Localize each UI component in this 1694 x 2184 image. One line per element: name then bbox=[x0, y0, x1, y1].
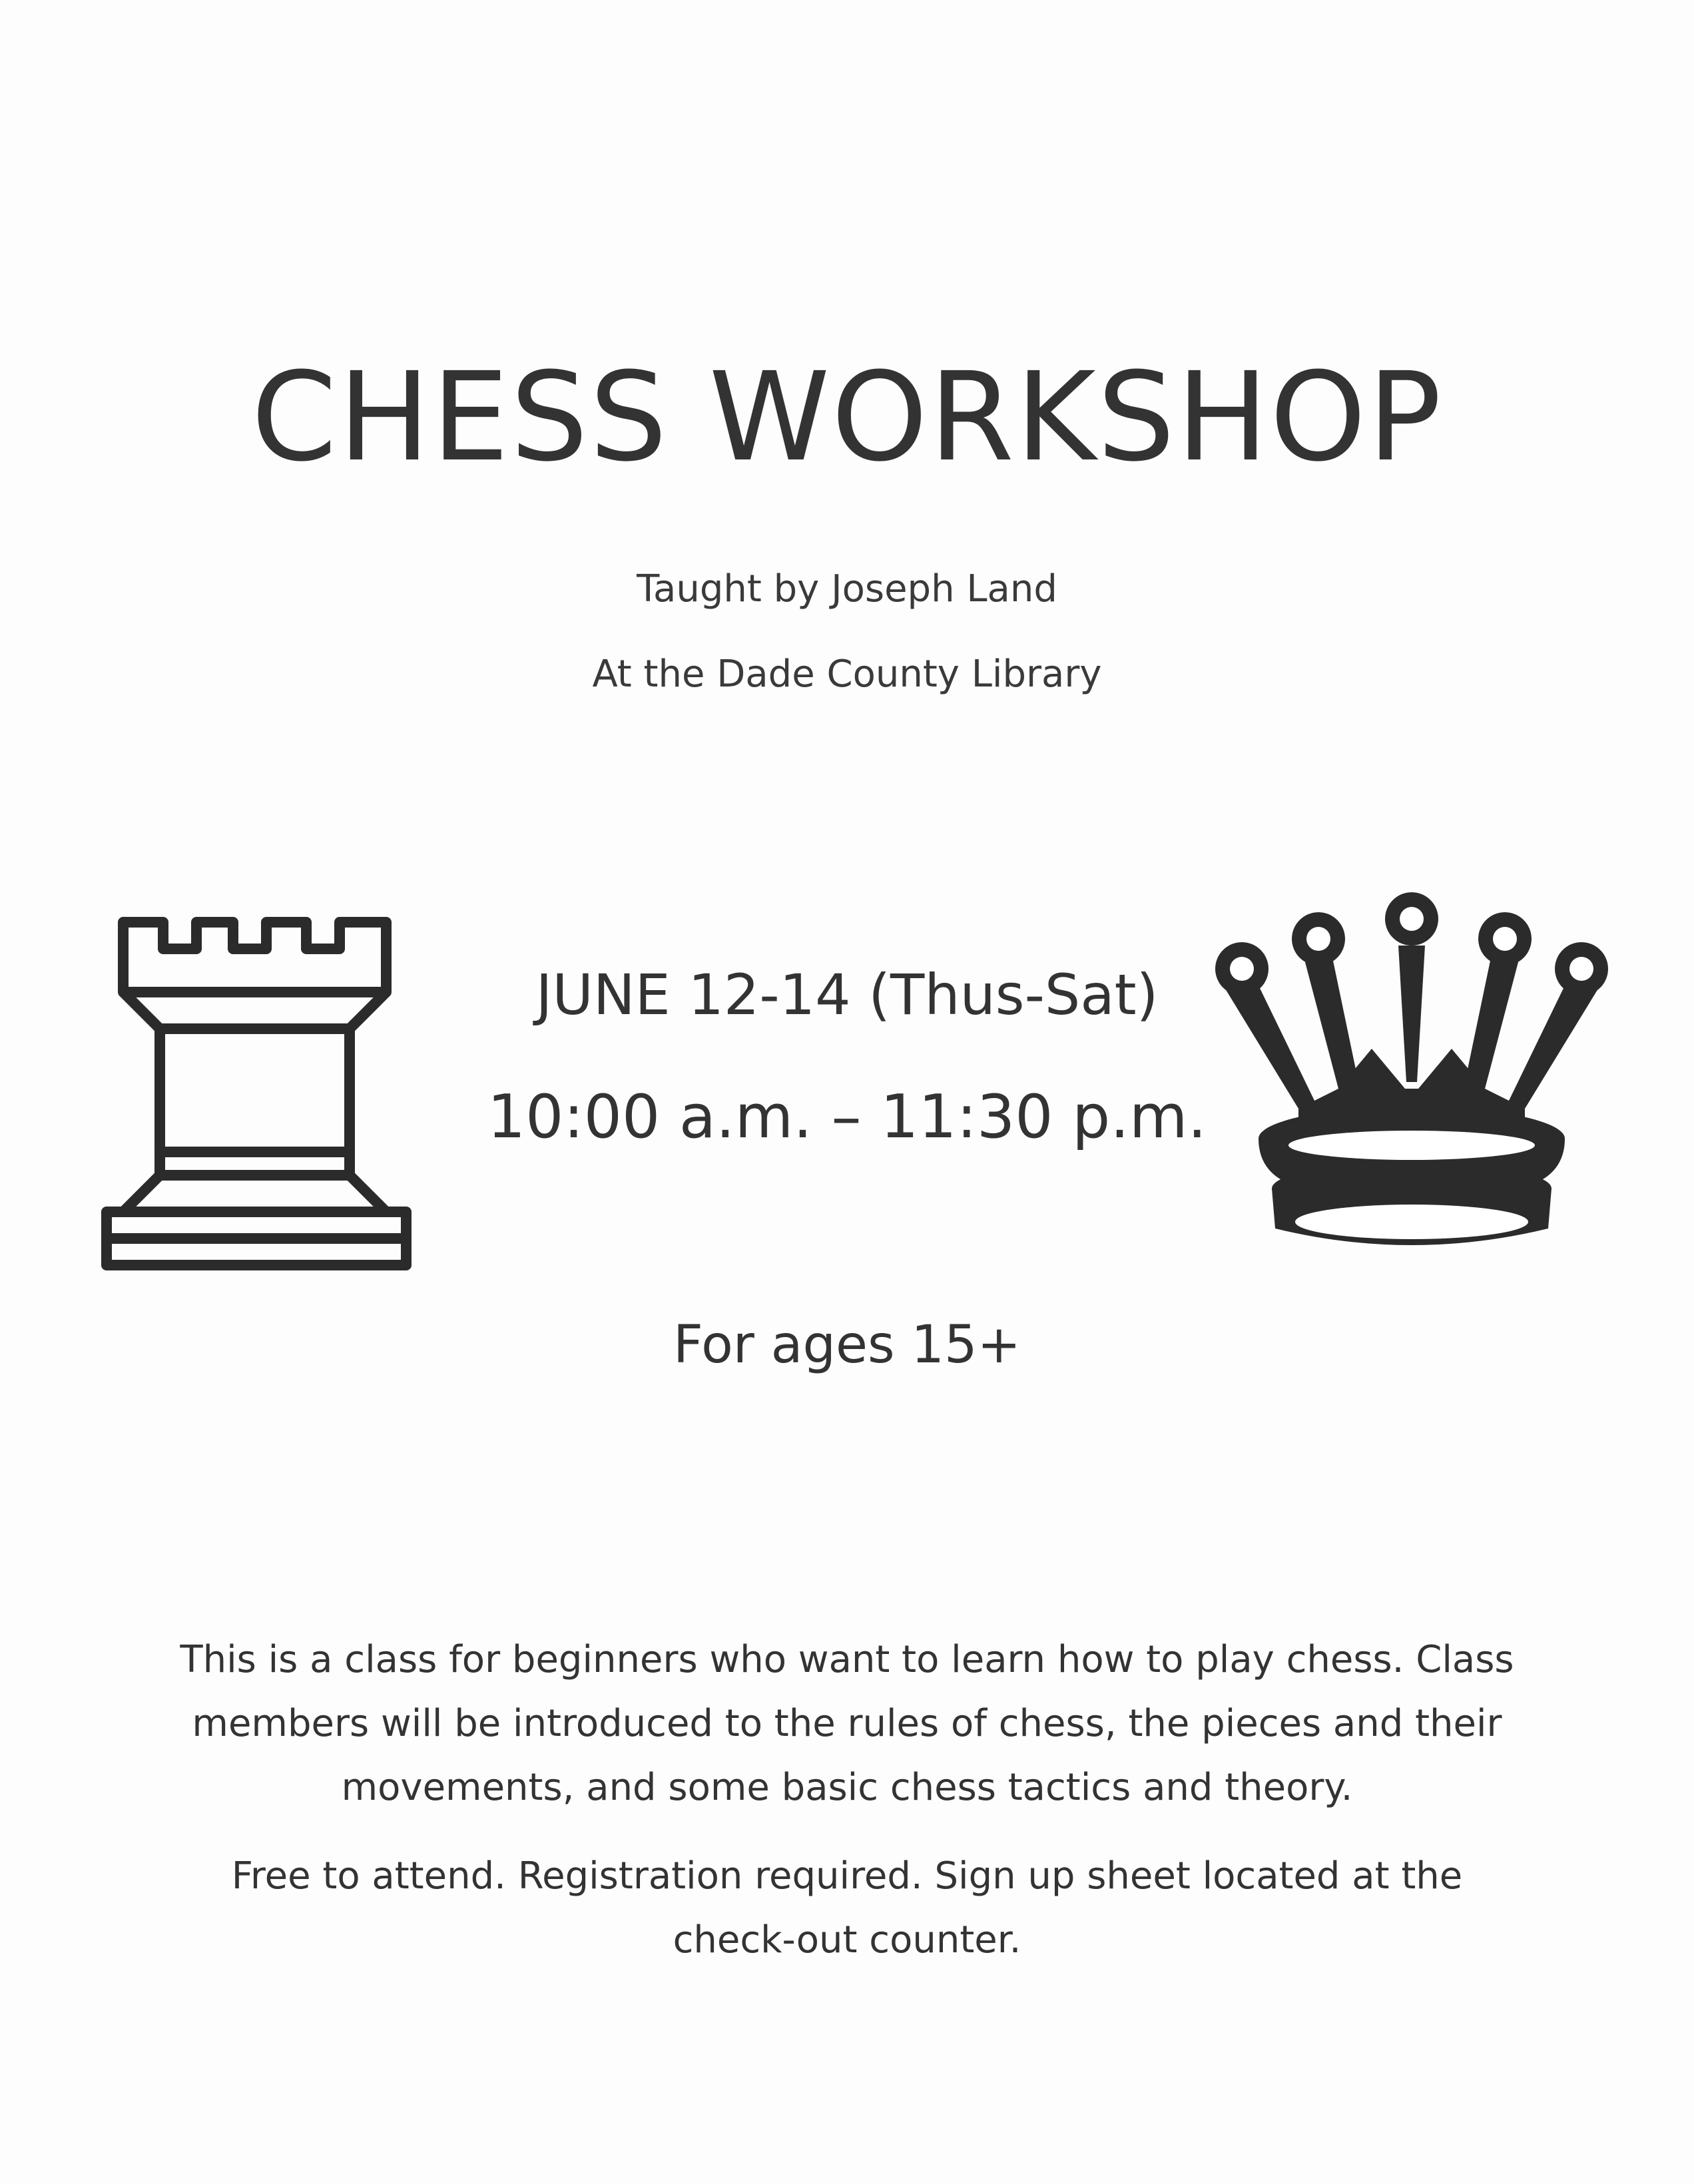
instructor-line: Taught by Joseph Land bbox=[637, 567, 1057, 611]
queen-crown-icon bbox=[1205, 889, 1618, 1262]
age-requirement: For ages 15+ bbox=[673, 1315, 1021, 1375]
registration-note: Free to attend. Registration required. Sign up sheet located at the check-out counter. bbox=[231, 1854, 1463, 1962]
class-description: This is a class for beginners who want to learn how to play chess. Class members will be introduced to the rules of chess, the pieces and their movements, and some basic chess tactics and theory. bbox=[180, 1638, 1514, 1809]
location-line: At the Dade County Library bbox=[592, 653, 1102, 696]
event-date: JUNE 12-14 (Thus-Sat) bbox=[535, 962, 1159, 1027]
event-time: 10:00 a.m. – 11:30 p.m. bbox=[487, 1082, 1207, 1152]
flyer-title: CHESS WORKSHOP bbox=[251, 346, 1443, 489]
